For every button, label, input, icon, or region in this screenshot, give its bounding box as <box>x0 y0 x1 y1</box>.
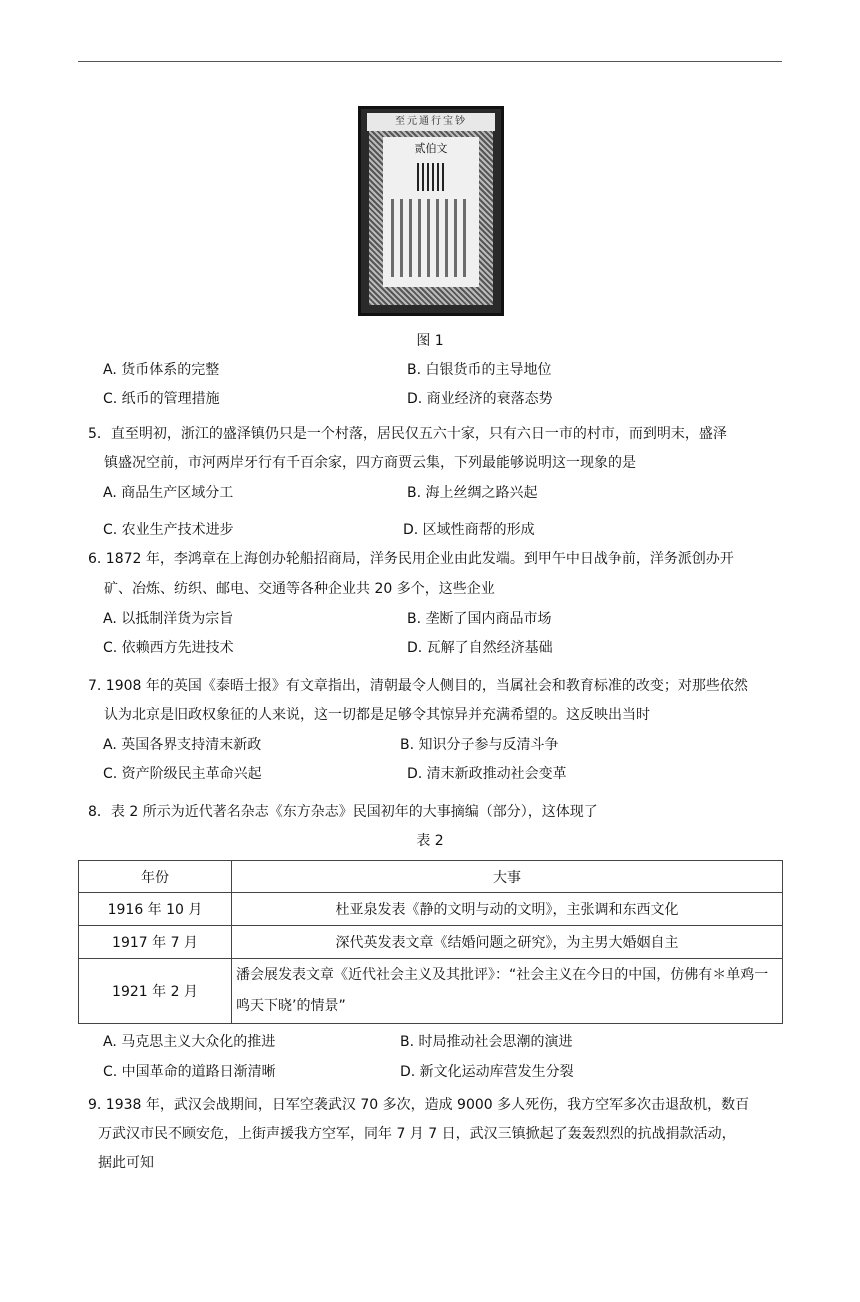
row-year: 1921 年 2 月 <box>79 959 232 1024</box>
table-row <box>79 959 783 1024</box>
row-event: 潘会展发表文章《近代社会主义及其批评》：“社会主义在今日的中国，仿佛有＊单鸡一鸣天下晓’的情景” <box>232 959 783 1024</box>
q6-stem-line1: 6. 1872 年，李鸿章在上海创办轮船招商局，洋务民用企业由此发端。到甲午中日战争前，洋务派创办开 <box>88 551 734 567</box>
q6-stem-line2: 矿、冶炼、纺织、邮电、交通等各种企业共 20 多个，这些企业 <box>104 581 495 597</box>
q5-stem-line2: 镇盛况空前，市河两岸牙行有千百余家，四方商贾云集，下列最能够说明这一现象的是 <box>104 455 636 471</box>
row-event: 杜亚泉发表《静的文明与动的文明》，主张调和东西文化 <box>232 893 783 926</box>
q5-option-d[interactable]: D. 区域性商帮的形成 <box>403 522 535 538</box>
banknote-panel <box>383 137 479 287</box>
q9-stem-line2: 万武汉市民不顾安危，上街声援我方空军，同年 7 月 7 日，武汉三镇掀起了轰轰烈烈的抗战捐款活动， <box>98 1126 736 1142</box>
q4-option-d[interactable]: D. 商业经济的衰落态势 <box>407 391 553 407</box>
q8-option-c[interactable]: C. 中国革命的道路日渐清晰 <box>103 1064 276 1080</box>
table-row <box>79 926 783 959</box>
q7-option-b[interactable]: B. 知识分子参与反清斗争 <box>400 737 559 753</box>
figure-caption: 图 1 <box>416 333 444 349</box>
q7-stem-line1: 7. 1908 年的英国《泰晤士报》有文章指出，清朝最令人侧目的，当属社会和教育标准的改变；对那些依然 <box>88 678 748 694</box>
q6-option-b[interactable]: B. 垄断了国内商品市场 <box>407 611 552 627</box>
q4-option-b[interactable]: B. 白银货币的主导地位 <box>407 362 552 378</box>
row-year: 1916 年 10 月 <box>79 893 232 926</box>
q7-stem-line2: 认为北京是旧政权象征的人来说，这一切都是足够令其惊异并充满希望的。这反映出当时 <box>104 707 650 723</box>
row-year: 1917 年 7 月 <box>79 926 232 959</box>
q7-option-d[interactable]: D. 清末新政推动社会变革 <box>407 766 567 782</box>
q8-option-d[interactable]: D. 新文化运动库营发生分裂 <box>400 1064 574 1080</box>
q8-option-a[interactable]: A. 马克思主义大众化的推进 <box>103 1034 276 1050</box>
row-event: 深代英发表文章《结婚问题之研究》，为主男大婚姻自主 <box>232 926 783 959</box>
banknote-inscription <box>391 199 471 277</box>
q8-option-b[interactable]: B. 时局推动社会思潮的演进 <box>400 1034 573 1050</box>
q6-option-a[interactable]: A. 以抵制洋货为宗旨 <box>103 611 234 627</box>
q5-option-b[interactable]: B. 海上丝绸之路兴起 <box>407 485 538 501</box>
table-row <box>79 893 783 926</box>
q6-option-c[interactable]: C. 依赖西方先进技术 <box>103 640 234 656</box>
q9-stem-line3: 据此可知 <box>98 1155 154 1171</box>
banknote-denomination: 贰伯文 <box>414 142 448 155</box>
q9-stem-line1: 9. 1938 年，武汉会战期间，日军空袭武汉 70 多次，造成 9000 多人死伤，我方空军多次击退敌机，数百 <box>88 1097 750 1113</box>
q7-option-a[interactable]: A. 英国各界支持清末新政 <box>103 737 262 753</box>
q5-option-a[interactable]: A. 商品生产区域分工 <box>103 485 234 501</box>
table-caption: 表 2 <box>416 833 444 849</box>
banknote-image <box>358 106 504 316</box>
banknote-title: 至元通行宝钞 <box>367 113 495 131</box>
q4-option-a[interactable]: A. 货币体系的完整 <box>103 362 220 378</box>
q7-option-c[interactable]: C. 资产阶级民主革命兴起 <box>103 766 262 782</box>
q6-option-d[interactable]: D. 瓦解了自然经济基础 <box>407 640 553 656</box>
events-table <box>78 860 783 1024</box>
header-year: 年份 <box>79 861 232 893</box>
q4-option-c[interactable]: C. 纸币的管理措施 <box>103 391 220 407</box>
q5-stem-line1: 5．直至明初，浙江的盛泽镇仍只是一个村落，居民仅五六十家，只有六日一市的村市，而到明末，盛泽 <box>88 426 727 442</box>
q5-option-c[interactable]: C. 农业生产技术进步 <box>103 522 234 538</box>
header-rule <box>78 61 782 62</box>
coin-strings-illustration <box>417 163 445 191</box>
table-header-row <box>79 861 783 893</box>
header-event: 大事 <box>232 861 783 893</box>
q8-stem: 8．表 2 所示为近代著名杂志《东方杂志》民国初年的大事摘编（部分），这体现了 <box>88 804 598 820</box>
